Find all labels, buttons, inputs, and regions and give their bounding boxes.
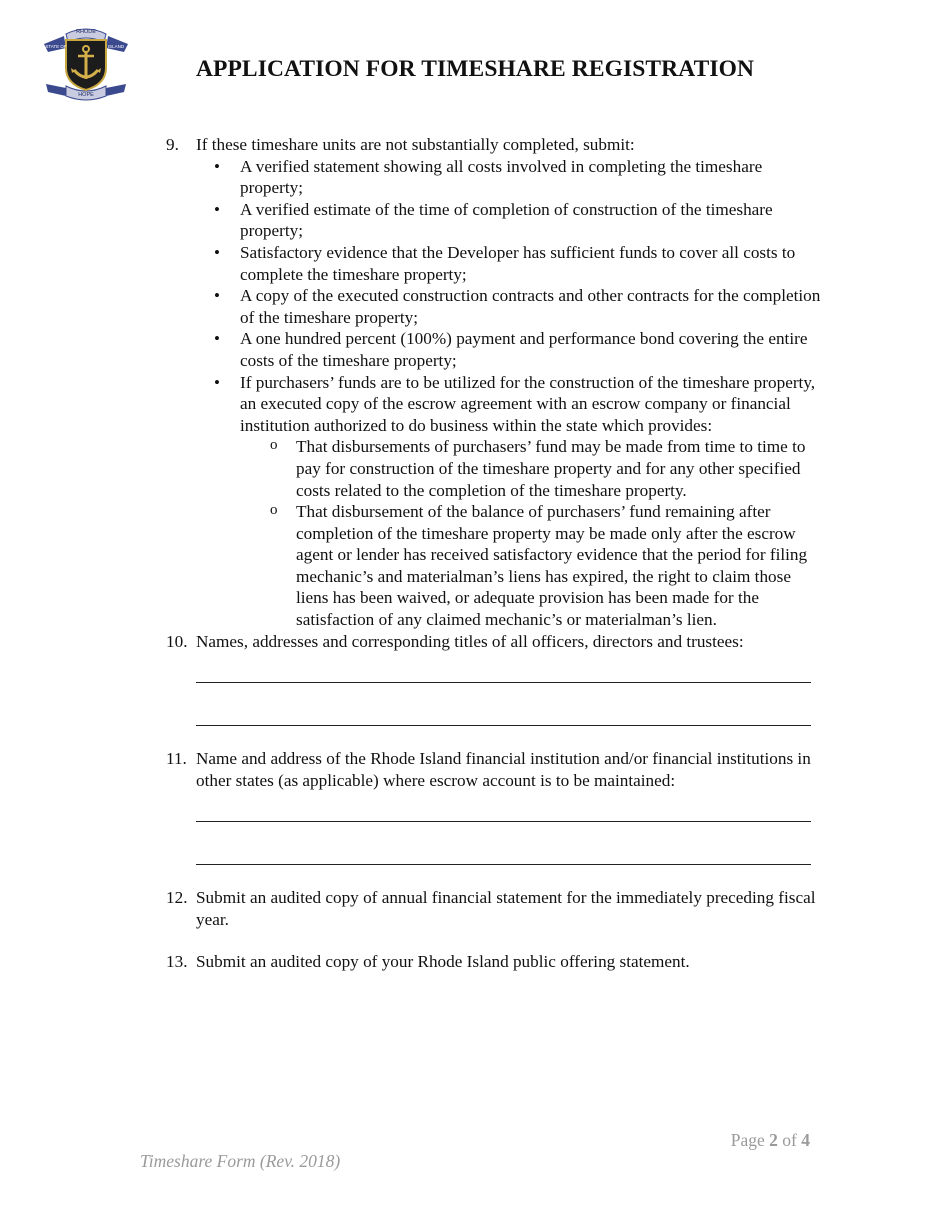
item-text: Submit an audited copy of annual financial statement for the immediately preceding fiscal year.: [196, 888, 816, 930]
item-10: [166, 631, 826, 653]
item-text: Submit an audited copy of your Rhode Island public offering statement.: [196, 951, 690, 971]
bullet-item: • A verified statement showing all costs involved in completing the timeshare property;: [212, 156, 826, 199]
item-text: Name and address of the Rhode Island financial institution and/or financial institutions in other states (as applicable) where escrow account is to be maintained:: [196, 749, 811, 790]
seal-text-left: STATE OF: [45, 44, 67, 49]
page-title: APPLICATION FOR TIMESHARE REGISTRATION: [195, 56, 755, 82]
item-text: If these timeshare units are not substantially completed, submit:: [196, 135, 635, 154]
item-number: 11.: [166, 749, 187, 769]
page-of: of: [782, 1130, 797, 1150]
escrow-institution-field-line-1[interactable]: [196, 800, 811, 822]
seal-text-bottom: HOPE: [78, 92, 94, 98]
bullet-item: • Satisfactory evidence that the Developer has sufficient funds to cover all costs to complete the timeshare property;: [212, 242, 826, 285]
item-number: 12.: [166, 888, 188, 908]
sub-bullet-container: [212, 436, 826, 630]
page-total: 4: [801, 1130, 810, 1150]
bullet-item: • A copy of the executed construction contracts and other contracts for the completion of the timeshare property;: [212, 285, 826, 328]
bullet-item: • If purchasers’ funds are to be utilized for the construction of the timeshare property, an executed copy of the escrow agreement with an escrow company or financial institution authorized to do business within the state which provides:: [212, 372, 826, 437]
item-9-sub-bullet-list: [268, 436, 826, 630]
item-number: 10.: [166, 631, 188, 651]
item-13: [166, 951, 826, 973]
form-revision-label: Timeshare Form (Rev. 2018): [140, 1151, 341, 1171]
seal-text-top: RHODE: [76, 29, 96, 35]
item-text: Names, addresses and corresponding titles of all officers, directors and trustees:: [196, 631, 744, 651]
seal-text-right: ISLAND: [107, 44, 125, 49]
item-9-bullet-list: [212, 156, 826, 437]
escrow-institution-field-line-2[interactable]: [196, 843, 811, 865]
item-number: 9.: [166, 135, 179, 154]
item-9: [166, 134, 826, 156]
item-number: 13.: [166, 951, 188, 971]
bullet-item: • A one hundred percent (100%) payment and performance bond covering the entire costs of the timeshare property;: [212, 328, 826, 371]
page-word: Page: [730, 1130, 765, 1150]
bullet-item: • A verified estimate of the time of completion of construction of the timeshare property;: [212, 199, 826, 242]
form-body: [166, 134, 826, 972]
officers-field-line-1[interactable]: [196, 661, 811, 683]
page-current: 2: [769, 1130, 778, 1150]
item-9-sub-wrapper: [212, 436, 826, 630]
page-number: [731, 1130, 810, 1151]
sub-bullet-item: o That disbursement of the balance of purchasers’ fund remaining after completion of the timeshare property may be made only after the escrow agent or lender has received satisfactory evidence that the period for filing mechanic’s and materialman’s liens has expired, the right to claim those liens has been waived, or adequate provision has been made for the satisfaction of any claimed mechanic’s or materialman’s lien.: [268, 501, 826, 631]
item-11: [166, 748, 826, 791]
item-12: [166, 887, 826, 930]
sub-bullet-item: o That disbursements of purchasers’ fund may be made from time to time to pay for construction of the timeshare property and for any other specified costs related to the completion of the timeshare property.: [268, 436, 826, 501]
officers-field-line-2[interactable]: [196, 704, 811, 726]
